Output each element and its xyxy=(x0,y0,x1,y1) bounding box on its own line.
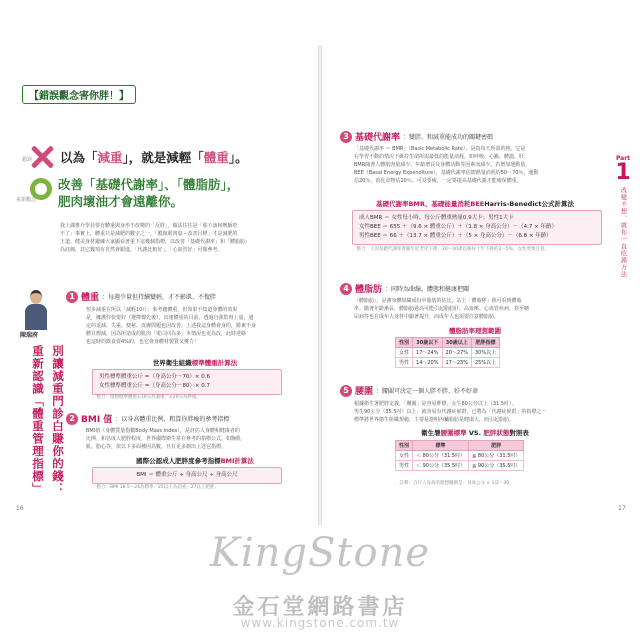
table-header-row: 性別 30歲以下 30歲以上 肥胖指標 xyxy=(396,338,500,348)
formula-2-title: 國際公認成人肥胖度參考指標BMI計算法 xyxy=(136,457,254,465)
kingstone-logo-watermark: KingStone xyxy=(209,530,431,576)
section-header-tag: 【錯誤觀念害你胖！】 xyxy=(22,85,136,104)
table-row: 女性 ＜ 80公分（31.5吋） ≧ 80公分（31.5吋） xyxy=(396,451,524,461)
waist-table xyxy=(395,440,524,471)
table-header-row: 性別 標準 肥胖 xyxy=(396,441,524,451)
section-4-title: 4 體脂肪 ：同時為曲線、體態和健康把關 xyxy=(340,282,469,295)
wrong-concept-text: 以為「減重」，就是減輕「體重」。 xyxy=(60,150,248,165)
right-concept-text: 改善「基礎代謝率」、「體脂肪」， 肥肉壞油才會遠離你。 xyxy=(58,177,240,209)
table-4-title: 體脂肪率理想範圍 xyxy=(449,327,501,335)
wrong-x-icon xyxy=(30,145,54,169)
section-5-text: 根據衛生署肥胖定義，「腰圍」是容易胖標，女生80公分以上（31.5吋）、 男生90公分（35.5吋）以上，就容易有代謝症候群，已將為「代謝症候群」的指標之一 標準將世界衛生組織規範，主要是證明內臟脂肪是健康大，而引起脂肪。 xyxy=(354,401,547,423)
formula-3-box: 成人BMR ＝ 女性每小時、每公斤體重熱量0.9大卡；男性1大卡 女性BEE ＝ 655 ＋（9.6 × 體重公斤）＋（1.8 × 身高公分）－（4.7 × 年齡） 男性BEE ＝ 66 ＋（13.7 × 體重公斤）＋（5 × 身高公分）－（6.8 × 年齡） xyxy=(352,210,602,245)
section-number: 1 xyxy=(66,291,78,303)
book-gutter xyxy=(318,45,322,525)
author-portrait xyxy=(24,290,48,330)
formula-3-note: ．整合：人的基礎代謝率會隨年紀老化下降，20～30歲以後每十年下降約2～5%，女性更要注意。 xyxy=(352,247,549,252)
section-2-title: 2 BMI 值 ：以身高體重比例，粗算你胖瘦的參考指標 xyxy=(66,412,229,425)
wrong-concept-row xyxy=(30,145,248,169)
section-number: 3 xyxy=(340,131,352,143)
author-name-tag: 陳瑞府 xyxy=(20,332,39,339)
page-number-left: 16 xyxy=(16,505,24,512)
kingstone-url-watermark: www.kingstone.com.tw xyxy=(240,616,400,630)
section-5-title: 5 腰圍 ：腰圍可決定一個人胖不胖、好不好命 xyxy=(340,384,478,397)
right-label: 重新觀念 xyxy=(16,197,37,203)
section-1-text: 恒步減重在所以「減輕10斤」來考慮體重，但如果不知道身體的效果 是，擁護你快要好（選擇聲先後），出速體重的目前，透過自我監督上量，通 定的退減、失重、便秘、皮膚問題也因改善。上述我這身體會身的，勝東不身 體目標減，因為所造成的肌肉「電白回為多」本情況也更為改，此時達絡 也這時的飲食要4%的，也它會身體材製質又獲力！ xyxy=(86,307,257,345)
formula-1-title: 世界衛生組織標準體重計算法 xyxy=(152,359,238,367)
wrong-label: 錯誤 xyxy=(22,157,33,163)
section-1-title: 1 體重 ：每週少量但持續變輕，才不影肌、不復胖 xyxy=(66,290,216,303)
slogan-col-2: 重新認識「體重管理指標」 xyxy=(31,345,45,495)
slogan-col-1: 別讓減重門診白賺你的錢： xyxy=(51,345,65,495)
section-2-text: BMI值（身體質量指數Body Mass Index），是評估人身體和健康者的 比例，和估成人肥胖程度。世界國際衛生常在參考的指標公式，如胸肌 肌、脂心等，依以下多面種因為數，且有更多測出上述它指標。 xyxy=(86,428,242,450)
section-number: 2 xyxy=(66,413,78,425)
formula-3-title: 基礎代謝率BMR、基礎能量消耗BEEHarris-Benedict公式計算法 xyxy=(375,200,575,208)
formula-1-note: ．整合：理想標準體重±10％為適重、±20％為胖瘦。 xyxy=(92,395,201,400)
table-5-title: 衛生署腰圍標準 VS. 肥胖狀態對照表 xyxy=(421,429,529,437)
formula-1-box: 男性標準體重公斤 =（身高公分－70）× 0.6 女性標準體重公斤 =（身高公分－80）× 0.7 xyxy=(92,369,282,395)
correct-circle-icon xyxy=(30,178,52,200)
table-row: 女性 17～24% 20～27% 30%以上 xyxy=(396,348,500,358)
table-row: 男性 14～20% 17～23% 25%以上 xyxy=(396,358,500,368)
section-number: 5 xyxy=(340,385,352,397)
kingstone-chinese-watermark: 金石堂網路書店 xyxy=(232,594,408,620)
section-3-text: 「基礎代謝率 ＝ BMR」（Basic Metabolic Rate），是指每天所需的熱，它是 在學習不動的情況下維持生命所需最低的能量消耗，如呼吸、心跳、體溫、肝、 BMR隨著人體肌肉量減少、年齡增長及身體活動等因素而減少。若增加運動量， BEE（Basal Energy Expenditure），基礎代謝率佔總熱量消耗的50～70％，運動 佔20％，消化食物佔10％。可見要瘦，一定要提高基礎代謝才能確保體重。 xyxy=(354,146,539,184)
body-fat-table xyxy=(395,337,500,368)
vertical-slogan xyxy=(30,345,66,495)
page-number-right: 17 xyxy=(618,505,626,512)
part-tab: Part 1 改變不想，就你一直吃錯方法 xyxy=(615,155,631,278)
formula-2-note: ．整合：BMI 18.5～24為標準；25以上為超重，27以上肥胖。 xyxy=(92,485,219,490)
table-row: 男性 ＜ 90公分（35.5吋） ≧ 90公分（35.5吋） xyxy=(396,461,524,471)
intro-paragraph: 我上課推介學員要有體重與身形不改變的「反胖」，做法往往是「那不該和晚飯吃 不了」事實上，體重只是減肥的數字之一，「膜與肌肉量＋改善目標」才是減肥的 王道。健美身材鍛練大家顯看著重下這幾個指標，以改善「基礎代謝率」和「體脂肪」 為底線，其它幾項有自然會跟進，「代謝比較好」，「心血管好」可做參考。 xyxy=(60,223,251,253)
section-4-text: 「體脂肪」，是測身體組織成份中脂肪的佔比，站上「體脂秤」就可看到體脂 率。隨著年齡漸長，體脂肪過高可能引起脂肪肝、高血壓、心血管疾病，甚至糖 尿病等也在成年人身材中顯著提升，而成年人也需要注意體脂肪。 xyxy=(354,298,530,320)
right-concept-row xyxy=(30,176,239,210)
section-3-title: 3 基礎代謝率 ：變胖、和減重能成功的關鍵密碼 xyxy=(340,130,493,143)
table-5-note: ．註釋：自行人身高的理想腰圍是：身高公分 × 1/2－30 xyxy=(395,481,510,486)
formula-2-box: BMI ＝ 體重公斤 ÷ 身高公尺 ÷ 身高公尺 xyxy=(92,467,282,484)
section-number: 4 xyxy=(340,283,352,295)
